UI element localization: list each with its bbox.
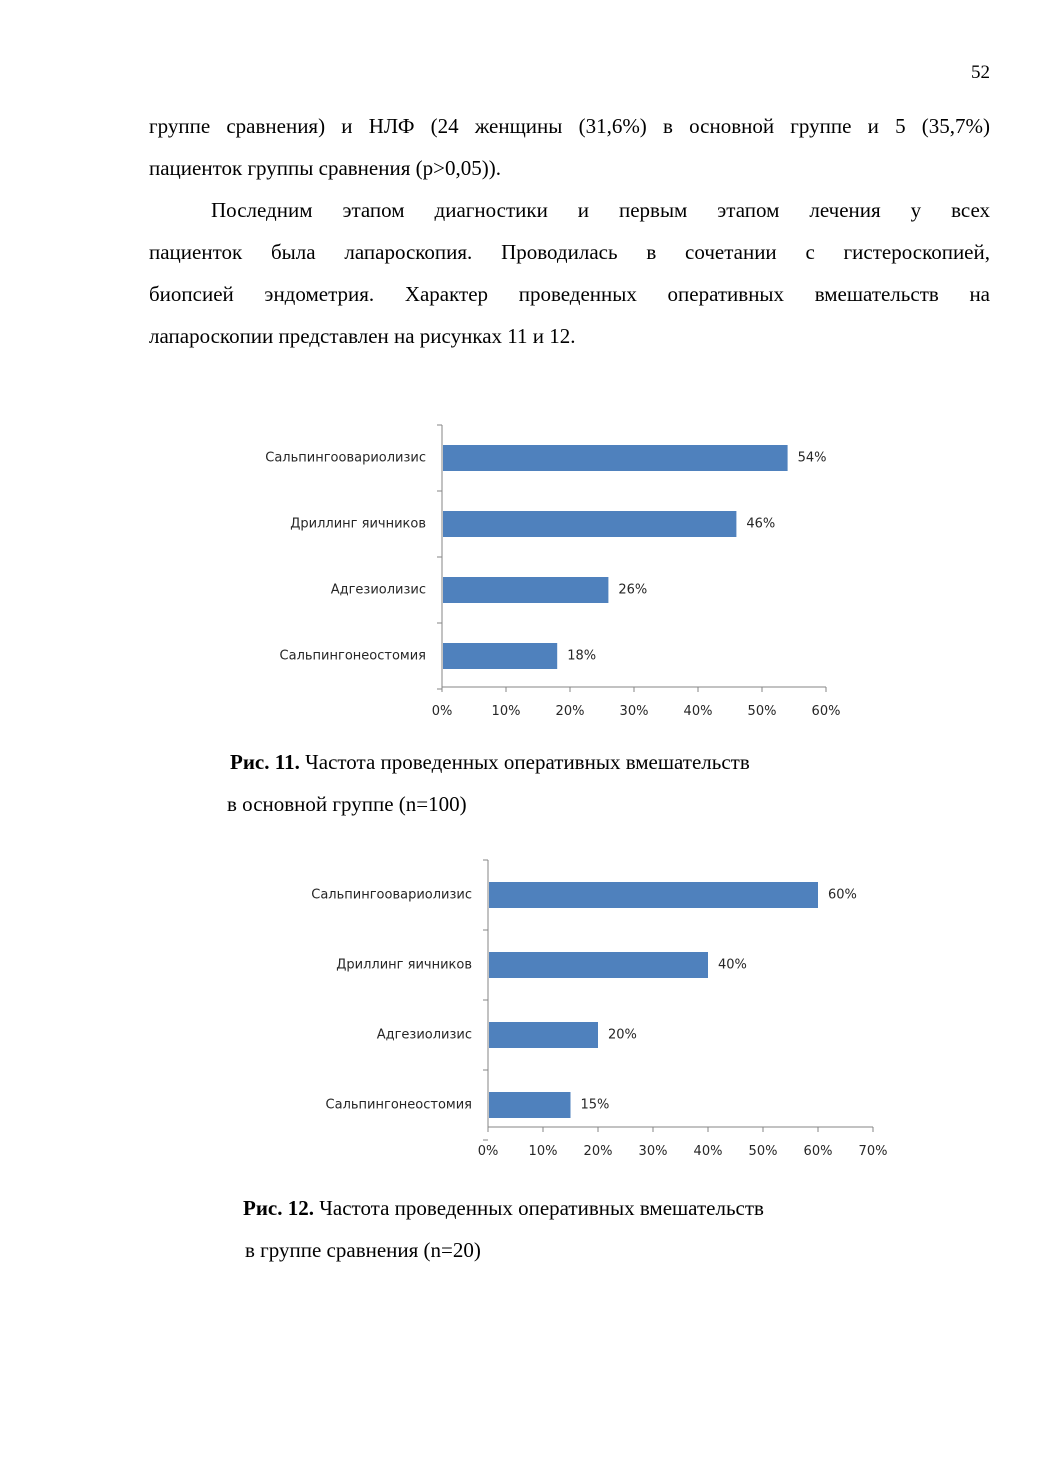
x-tick-label: 50% xyxy=(748,1144,778,1159)
data-label: 40% xyxy=(718,957,747,973)
figure-11-bar-chart xyxy=(230,425,870,730)
data-label: 46% xyxy=(746,516,776,532)
caption-label: Рис. 12. xyxy=(243,1196,314,1220)
data-label: 18% xyxy=(567,648,597,664)
data-label: 60% xyxy=(828,887,857,903)
category-label: Адгезиолизис xyxy=(376,1027,472,1043)
x-tick-label: 30% xyxy=(619,704,649,719)
x-tick-label: 10% xyxy=(491,704,521,719)
x-tick-label: 20% xyxy=(555,704,585,719)
data-label: 20% xyxy=(608,1027,637,1043)
paragraph-line: пациенток группы сравнения (p>0,05)). xyxy=(149,156,501,180)
bar xyxy=(489,882,818,908)
caption-line: в основной группе (n=100) xyxy=(227,792,467,816)
figure-11-caption xyxy=(227,741,750,825)
data-label: 54% xyxy=(797,450,827,466)
x-tick-label: 60% xyxy=(803,1144,833,1159)
x-tick-label: 60% xyxy=(811,704,841,719)
paragraph-line: лапароскопии представлен на рисунках 11 и 12. xyxy=(149,324,576,348)
x-tick-label: 0% xyxy=(477,1144,499,1159)
bar xyxy=(489,1022,598,1048)
paragraph-line: пациенток была лапароскопия. Проводилась в сочетании с гистероскопией, xyxy=(149,240,990,264)
chart-11-svg xyxy=(230,425,870,730)
bar xyxy=(489,1092,571,1118)
category-label: Адгезиолизис xyxy=(330,582,426,598)
x-tick-label: 50% xyxy=(747,704,777,719)
paragraph-line: группе сравнения) и НЛФ (24 женщины (31,6%) в основной группе и 5 (35,7%) xyxy=(149,114,990,138)
chart-12-svg xyxy=(280,860,920,1170)
body-text xyxy=(149,105,990,357)
category-label: Дриллинг яичников xyxy=(336,957,472,973)
x-tick-label: 10% xyxy=(528,1144,558,1159)
x-tick-label: 70% xyxy=(858,1144,888,1159)
category-label: Дриллинг яичников xyxy=(290,516,426,532)
bar xyxy=(443,643,557,669)
x-tick-label: 20% xyxy=(583,1144,613,1159)
figure-12-caption xyxy=(243,1187,764,1271)
page-number: 52 xyxy=(971,62,990,83)
caption-label: Рис. 11. xyxy=(230,750,300,774)
paragraph-line: Последним этапом диагностики и первым этапом лечения у всех xyxy=(211,198,990,222)
caption-text: Частота проведенных оперативных вмешательств xyxy=(299,750,750,774)
x-tick-label: 30% xyxy=(638,1144,668,1159)
caption-line xyxy=(243,1187,764,1229)
x-tick-label: 0% xyxy=(431,704,453,719)
bar xyxy=(443,511,736,537)
caption-line: в группе сравнения (n=20) xyxy=(245,1238,481,1262)
bar xyxy=(489,952,708,978)
category-label: Сальпингоовариолизис xyxy=(265,450,426,466)
category-label: Сальпингонеостомия xyxy=(279,648,426,664)
caption-text: Частота проведенных оперативных вмешательств xyxy=(314,1196,764,1220)
category-label: Сальпингоовариолизис xyxy=(311,887,472,903)
bar xyxy=(443,577,608,603)
bar xyxy=(443,445,788,471)
paragraph-line: биопсией эндометрия. Характер проведенных оперативных вмешательств на xyxy=(149,282,990,306)
category-label: Сальпингонеостомия xyxy=(325,1097,472,1113)
figure-12-bar-chart xyxy=(280,860,920,1170)
x-tick-label: 40% xyxy=(683,704,713,719)
data-label: 26% xyxy=(618,582,648,598)
x-tick-label: 40% xyxy=(693,1144,723,1159)
data-label: 15% xyxy=(580,1097,610,1113)
caption-line xyxy=(230,741,750,783)
